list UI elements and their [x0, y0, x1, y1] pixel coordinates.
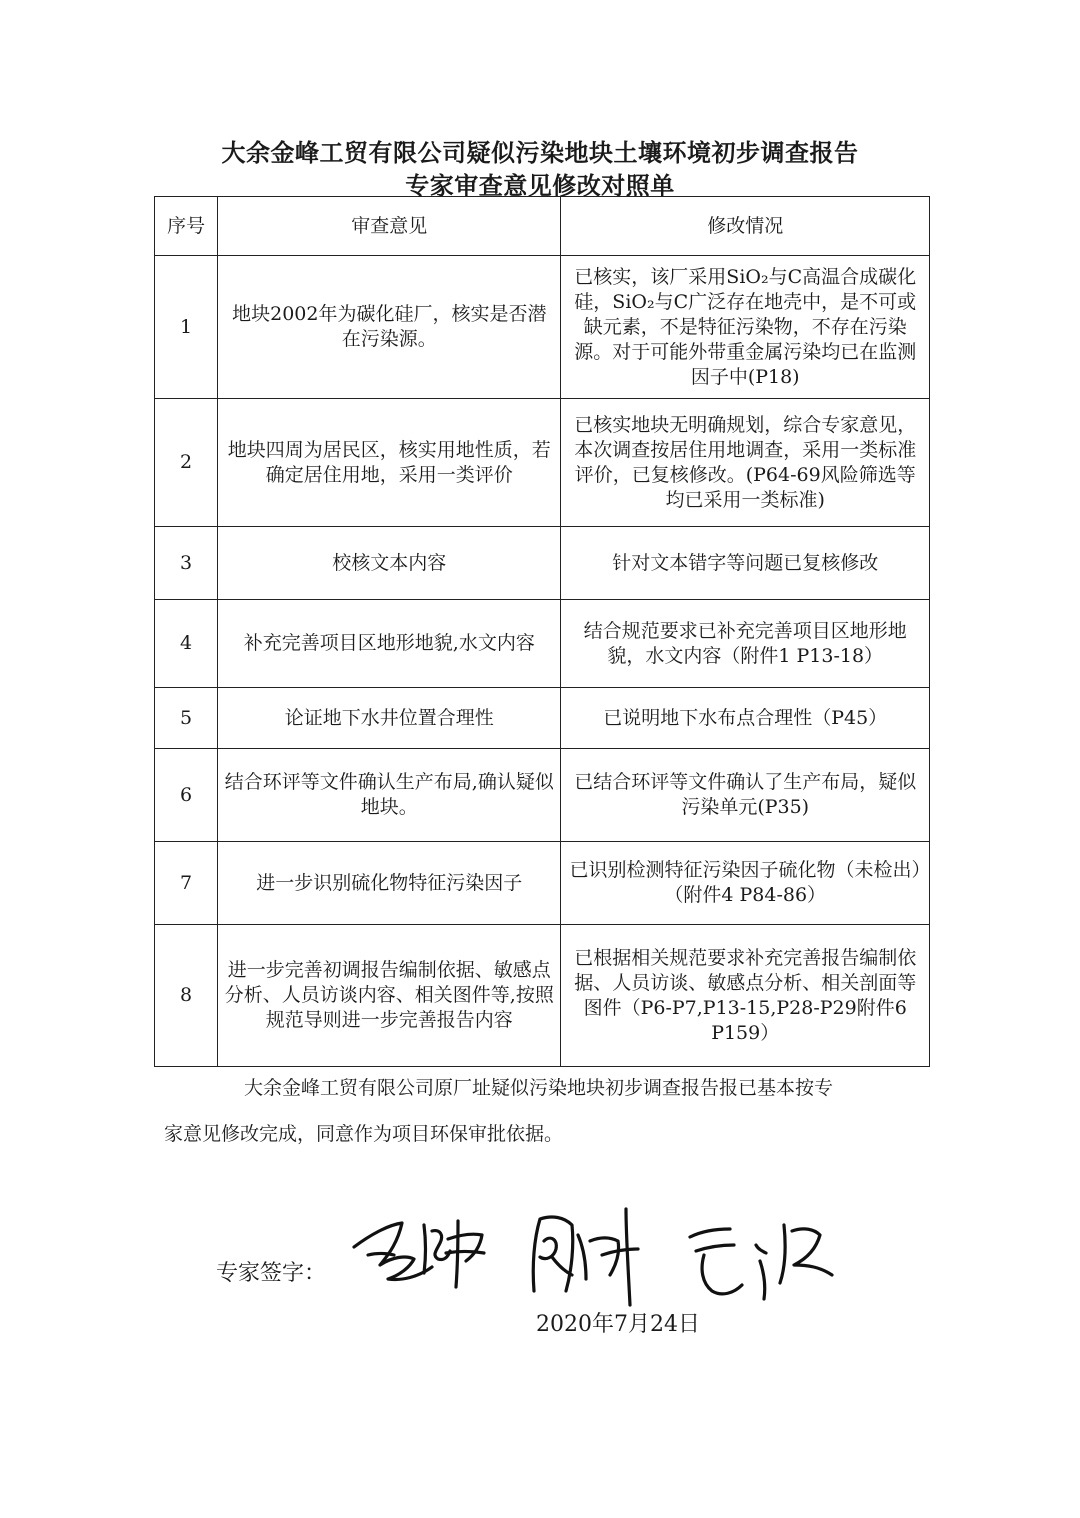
row-opinion: 论证地下水井位置合理性 — [218, 688, 561, 749]
row-number: 2 — [155, 399, 218, 527]
signature-date: 2020年7月24日 — [536, 1312, 700, 1337]
row-opinion: 进一步完善初调报告编制依据、敏感点分析、人员访谈内容、相关图件等,按照规范导则进一步完善报告内容 — [218, 925, 561, 1067]
document-subtitle: 专家审查意见修改对照单 — [405, 172, 675, 200]
table-row — [155, 600, 930, 688]
row-number: 3 — [155, 527, 218, 600]
table-row — [155, 842, 930, 925]
signature-label: 专家签字： — [216, 1261, 327, 1286]
expert-signatures — [340, 1195, 880, 1315]
signature-3 — [690, 1225, 832, 1299]
row-opinion: 进一步识别硫化物特征污染因子 — [218, 842, 561, 925]
signature-1 — [354, 1221, 484, 1287]
table-row — [155, 527, 930, 600]
row-revision: 已根据相关规范要求补充完善报告编制依据、人员访谈、敏感点分析、相关剖面等图件（P6-P7,P13-15,P28-P29附件6 P159） — [561, 925, 930, 1067]
row-number: 5 — [155, 688, 218, 749]
table-row — [155, 688, 930, 749]
row-number: 4 — [155, 600, 218, 688]
row-revision: 已说明地下水布点合理性（P45） — [561, 688, 930, 749]
table-header-row — [155, 197, 930, 256]
row-revision: 结合规范要求已补充完善项目区地形地貌，水文内容（附件1 P13-18） — [561, 600, 930, 688]
row-revision: 已识别检测特征污染因子硫化物（未检出）（附件4 P84-86） — [561, 842, 930, 925]
row-opinion: 结合环评等文件确认生产布局,确认疑似地块。 — [218, 749, 561, 842]
row-revision: 已结合环评等文件确认了生产布局，疑似污染单元(P35) — [561, 749, 930, 842]
table-row — [155, 925, 930, 1067]
row-revision: 针对文本错字等问题已复核修改 — [561, 527, 930, 600]
header-opinion: 审查意见 — [218, 197, 561, 256]
row-revision: 已核实，该厂采用SiO₂与C高温合成碳化硅，SiO₂与C广泛存在地壳中，是不可或缺元素，不是特征污染物，不存在污染源。对于可能外带重金属污染均已在监测因子中(P18) — [561, 256, 930, 399]
row-opinion: 地块2002年为碳化硅厂，核实是否潜在污染源。 — [218, 256, 561, 399]
row-opinion: 地块四周为居民区，核实用地性质，若确定居住用地，采用一类评价 — [218, 399, 561, 527]
document-title: 大余金峰工贸有限公司疑似污染地块土壤环境初步调查报告 — [221, 139, 859, 167]
row-number: 1 — [155, 256, 218, 399]
signature-2 — [533, 1209, 638, 1305]
header-revision: 修改情况 — [561, 197, 930, 256]
row-revision: 已核实地块无明确规划，综合专家意见，本次调查按居住用地调查，采用一类标准评价，已复核修改。(P64-69风险筛选等均已采用一类标准) — [561, 399, 930, 527]
header-number: 序号 — [155, 197, 218, 256]
table-row — [155, 256, 930, 399]
summary-line-2: 家意见修改完成，同意作为项目环保审批依据。 — [164, 1123, 564, 1145]
review-table — [154, 196, 930, 1067]
row-number: 7 — [155, 842, 218, 925]
row-number: 8 — [155, 925, 218, 1067]
table-row — [155, 749, 930, 842]
row-opinion: 校核文本内容 — [218, 527, 561, 600]
summary-line-1: 大余金峰工贸有限公司原厂址疑似污染地块初步调查报告报已基本按专 — [244, 1077, 834, 1099]
row-opinion: 补充完善项目区地形地貌,水文内容 — [218, 600, 561, 688]
table-row — [155, 399, 930, 527]
row-number: 6 — [155, 749, 218, 842]
